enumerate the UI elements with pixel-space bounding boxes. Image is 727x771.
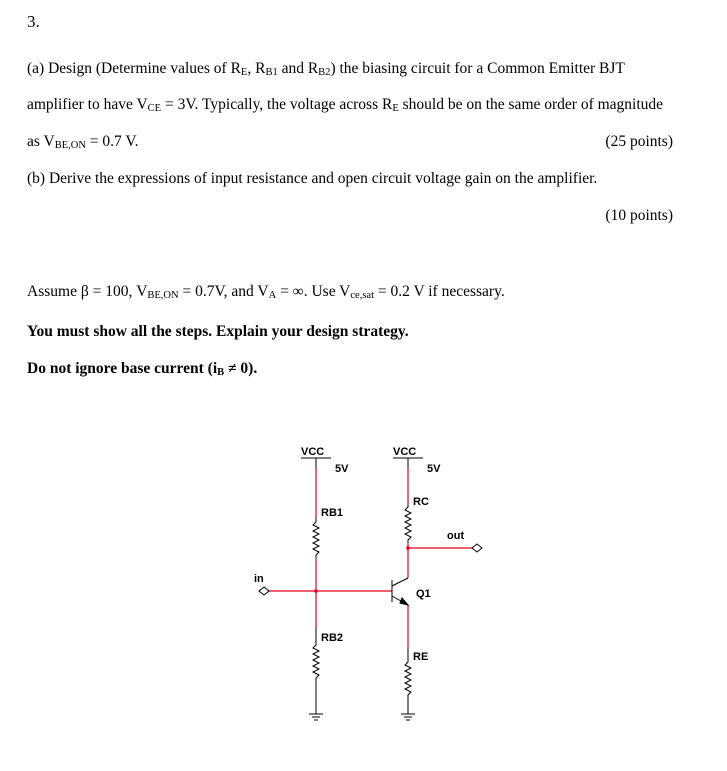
out-label: out — [447, 530, 465, 542]
part-a-line3: as VBE,ON = 0.7 V. — [27, 133, 139, 151]
in-label: in — [254, 573, 264, 585]
part-a-line2: amplifier to have VCE = 3V. Typically, the voltage across RE should be on the same order of magnitude — [27, 96, 664, 114]
assumptions: Assume β = 100, VBE,ON = 0.7V, and VA = ∞. Use Vce,sat = 0.2 V if necessary. — [27, 283, 505, 301]
ground-right-icon — [401, 714, 415, 720]
npn-transistor-icon — [392, 578, 408, 605]
rb1-label: RB1 — [321, 507, 344, 519]
rb2-resistor — [313, 628, 319, 714]
part-a-line1: (a) Design (Determine values of RE, RB1 and RB2) the biasing circuit for a Common Emitter BJT — [27, 60, 625, 78]
question-number: 3. — [27, 12, 40, 31]
part-b-text: (b) Derive the expressions of input resistance and open circuit voltage gain on the amplifier. — [27, 170, 598, 187]
rb1-resistor — [313, 518, 319, 558]
re-resistor — [405, 648, 411, 714]
instruction-steps: You must show all the steps. Explain your design strategy. — [27, 323, 409, 340]
q1-label: Q1 — [416, 588, 431, 600]
base-junction-dot — [314, 589, 318, 593]
ground-left-icon — [309, 714, 323, 720]
out-terminal-icon — [472, 544, 482, 552]
vcc2-label: VCC — [393, 446, 417, 458]
part-a-points: (25 points) — [605, 133, 673, 150]
vcc1-label: VCC — [301, 446, 325, 458]
rc-label: RC — [413, 496, 429, 508]
instruction-base-current: Do not ignore base current (iB ≠ 0). — [27, 360, 258, 378]
rc-resistor — [405, 503, 411, 543]
in-terminal-icon — [259, 587, 269, 595]
vcc2-value: 5V — [427, 463, 441, 475]
re-label: RE — [413, 651, 429, 663]
vcc1-value: 5V — [335, 463, 349, 475]
red-wires — [268, 468, 472, 648]
collector-junction-dot — [406, 546, 410, 550]
rb2-label: RB2 — [321, 632, 344, 644]
part-b-points: (10 points) — [605, 207, 673, 224]
